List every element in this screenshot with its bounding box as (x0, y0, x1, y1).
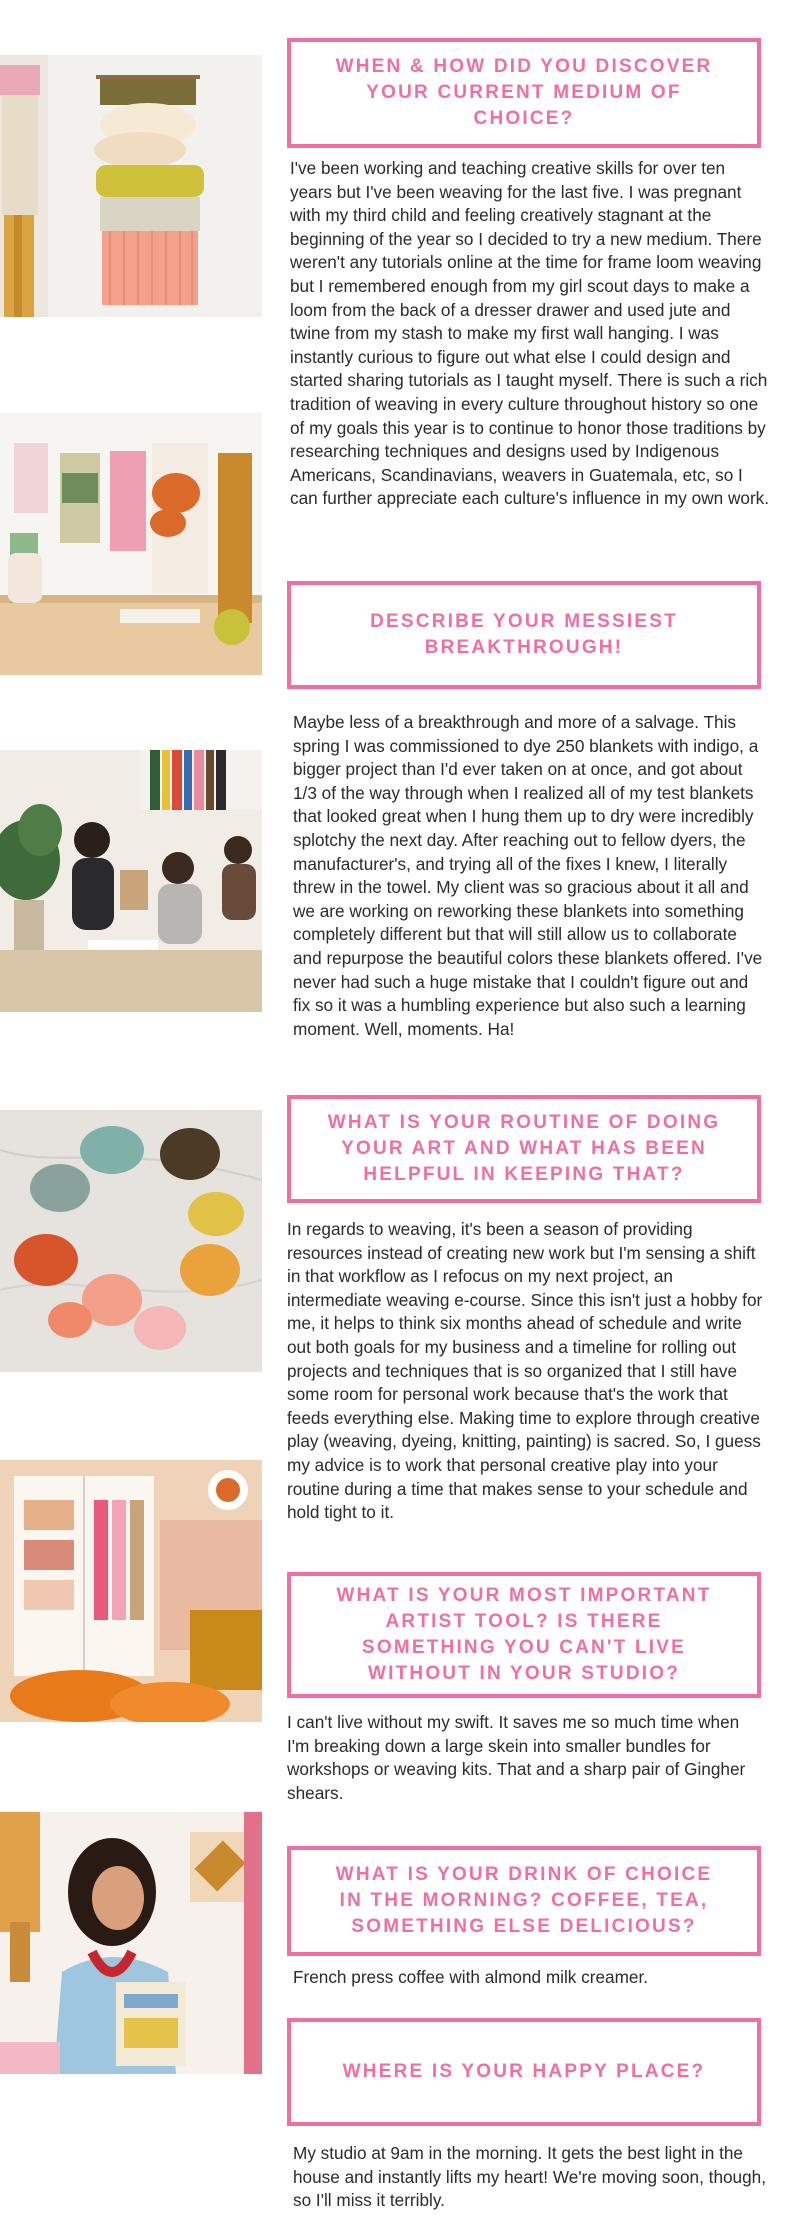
answer-happy-place: My studio at 9am in the morning. It gets the best light in the house and instantly lifts my heart! We're moving soon, though, so I'll miss it terribly. (293, 2143, 767, 2211)
question-box-routine (287, 1095, 761, 1203)
question-heading: WHEN & HOW DID YOU DISCOVER YOUR CURRENT MEDIUM OF CHOICE? (335, 56, 713, 129)
photo-dye-notebook (0, 1460, 262, 1722)
question-heading: WHAT IS YOUR ROUTINE OF DOING YOUR ART AND WHAT HAS BEEN HELPFUL IN KEEPING THAT? (327, 1112, 721, 1185)
question-box-happy-place (287, 2018, 761, 2126)
answer-medium: I've been working and teaching creative skills for over ten years but I've been weaving for the last five. I was pregnant with my third child and feeling creatively stagnant at the beginning of the year so I decided to try a new medium. There weren't any tutorials online at the time for frame loom weaving but I remembered enough from my girl scout days to make a loom from the back of a dresser drawer and used jute and twine from my stash to make my first wall hanging. I was instantly curious to figure out what else I could design and started sharing tutorials as I taught myself. There is such a rich tradition of weaving in every culture throughout history so one of my goals this year is to continue to honor those traditions by researching techniques and designs used by Indigenous Americans, Scandinavians, weavers in Guatemala, etc, so I can further appreciate each culture's influence in my own work. (290, 158, 770, 509)
question-heading: WHAT IS YOUR DRINK OF CHOICE IN THE MORNING? COFFEE, TEA, SOMETHING ELSE DELICIOUS? (335, 1864, 713, 1937)
photo-yarn-skeins (0, 1110, 262, 1372)
answer-breakthrough: Maybe less of a breakthrough and more of a salvage. This spring I was commissioned to dye 250 blankets with indigo, a bigger project than I'd ever taken on at once, and got about 1/3 of the way through when I realized all of my test blankets that looked great when I hung them up to dry were incredibly splotchy the next day. After reaching out to fellow dyers, the manufacturer's, and trying all of the fixes I knew, I literally threw in the towel. My client was so gracious about it all and we are working on reworking these blankets into something completely different but that will still allow us to collaborate and repurpose the beautiful colors these blankets offered. I've never had such a huge mistake that I couldn't figure out and fix so it was a humbling experience but also such a learning moment. Well, moments. Ha! (293, 712, 763, 1039)
question-heading: WHAT IS YOUR MOST IMPORTANT ARTIST TOOL? IS THERE SOMETHING YOU CAN'T LIVE WITHOUT IN YOUR STUDIO? (336, 1585, 712, 1684)
photo-wall-hangings (0, 55, 262, 317)
photo-studio-wall (0, 413, 262, 675)
question-box-breakthrough (287, 581, 761, 689)
question-box-medium (287, 38, 761, 148)
question-box-tool (287, 1572, 761, 1698)
answer-tool: I can't live without my swift. It saves me so much time when I'm breaking down a large skein into smaller bundles for workshops or weaving kits. That and a sharp pair of Gingher shears. (287, 1712, 746, 1803)
photo-workshop (0, 750, 262, 1012)
answer-drink: French press coffee with almond milk creamer. (293, 1967, 649, 1987)
question-heading: DESCRIBE YOUR MESSIEST BREAKTHROUGH! (370, 611, 678, 658)
answer-routine: In regards to weaving, it's been a season of providing resources instead of creating new work but I'm sensing a shift in that workflow as I refocus on my next project, an intermediate weaving e-course. Since this isn't just a hobby for me, it helps to think six months ahead of schedule and write out both goals for my business and a timeline for rolling out projects and techniques that is so organized that I still have some room for personal work because that's the work that feeds everything else. Making time to explore through creative play (weaving, dyeing, knitting, painting) is sacred. So, I guess my advice is to work that personal creative play into your routine during a time that makes sense to your schedule and hold tight to it. (287, 1219, 763, 1523)
question-box-drink (287, 1846, 761, 1956)
photo-artist-portrait (0, 1812, 262, 2074)
question-heading: WHERE IS YOUR HAPPY PLACE? (342, 2061, 706, 2082)
